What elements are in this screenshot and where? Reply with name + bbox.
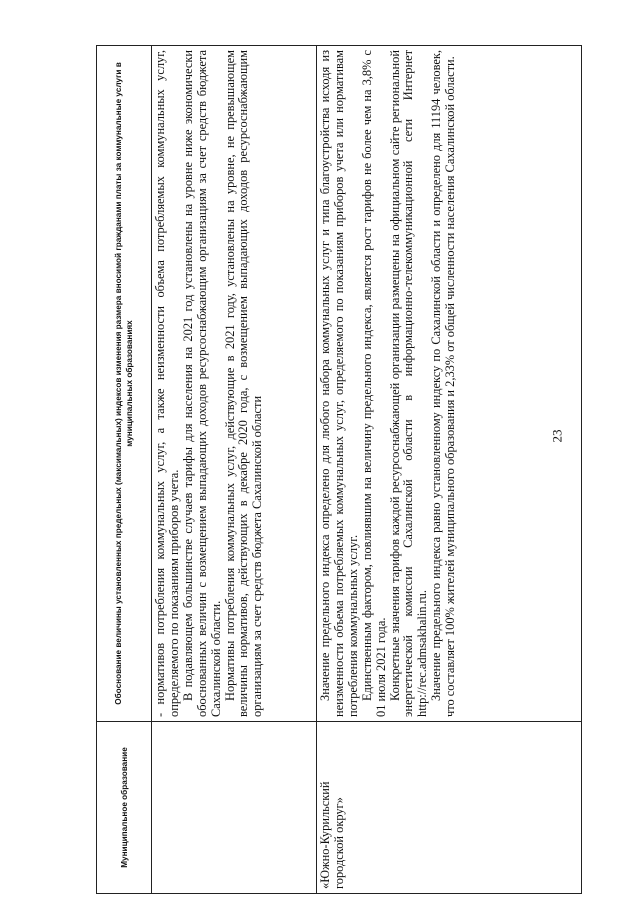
indices-justification-table [96, 45, 582, 894]
rotated-page-content [96, 46, 576, 894]
justification-cell [152, 46, 317, 722]
header-justification: Обоснование величины установленных предельных (максимальных) индексов изменения размера вносимой гражданами платы за коммунальные услуги в муниципальных образованиях [97, 46, 152, 722]
justification-paragraph: - нормативов потребления коммунальных услуг, а также неизменности объема потребляемых коммунальных услуг, определяемого по показаниям приборов учета. [153, 50, 181, 717]
justification-paragraph: Значение предельного индекса равно установленному индексу по Сахалинской области и определено для 11194 человек, что составляет 100% жителей муниципального образования и 2,33% от общей численности населения Сахалинской области. [429, 50, 458, 717]
header-municipality: Муниципальное образование [97, 722, 152, 894]
municipality-cell: «Южно-Курильский городской округ» [317, 722, 582, 894]
table-header-row [97, 46, 152, 894]
page-number: 23 [549, 429, 565, 443]
justification-paragraph: Нормативы потребления коммунальных услуг, действующие в 2021 году, установлены на уровне, не превышающем величины нормативов, действующих в декабре 2020 года, с возмещением выпадающих доходов ресурсоснабжающим организациям за счет средств бюджета Сахалинской области [222, 50, 265, 717]
municipality-cell [152, 722, 317, 894]
justification-cell [317, 46, 582, 722]
justification-paragraph: Значение предельного индекса определено для любого набора коммунальных услуг и типа благоустройства исходя из неизменности объема потребляемых коммунальных услуг, определяемого по показаниям приборов учета или нормативам потребления коммунальных услуг. [318, 50, 360, 717]
table-row [152, 46, 317, 894]
justification-paragraph: Единственным фактором, повлиявшим на величину предельного индекса, является рост тарифов не более чем на 3,8% с 01 июля 2021 года. [359, 50, 388, 717]
table-row [317, 46, 582, 894]
justification-paragraph: Конкретные значения тарифов каждой ресурсоснабжающей организации размещены на официальном сайте региональной энергетической комиссии Сахалинской области в информационно-телекоммуникационной сети Интернет http://rec.admsakhalin.ru. [387, 50, 430, 717]
justification-paragraph: В подавляющем большинстве случаев тарифы для населения на 2021 год установлены на уровне ниже экономически обоснованных величин с возмещением выпадающих доходов ресурсоснабжающим организациям за счет средств бюджета Сахалинской области. [180, 50, 223, 717]
